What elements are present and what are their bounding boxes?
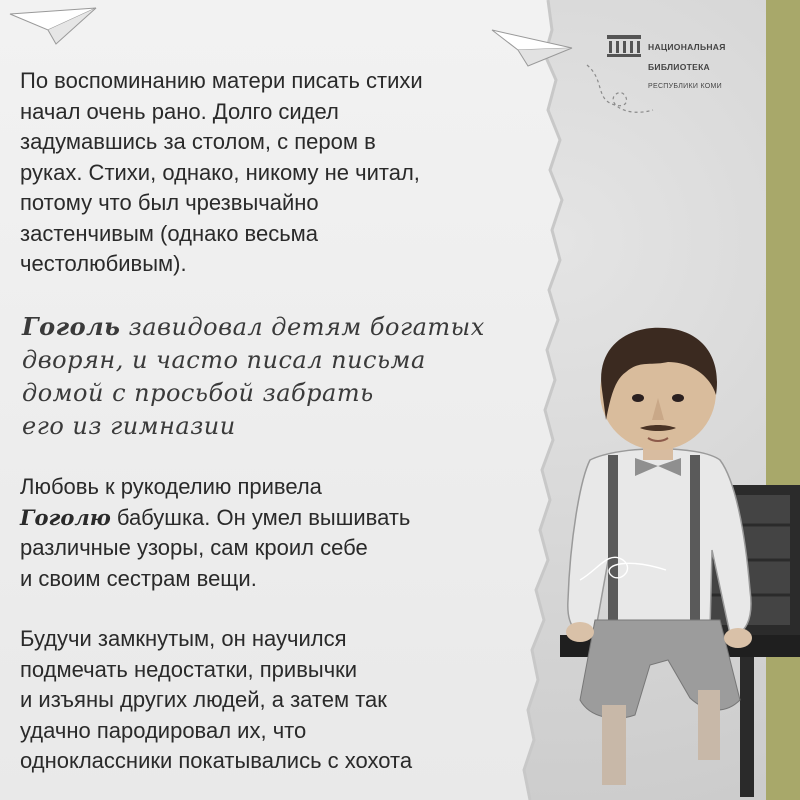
handicraft-text: бабушка. Он умел вышивать различные узоры, сам кроил себе и своим сестрам вещи.	[20, 504, 411, 591]
logo-line-2: БИБЛИОТЕКА	[648, 62, 710, 72]
paragraph-parody: Будучи замкнутым, он научился подмечать недостатки, привычки и изъяны других людей, а затем так удачно пародировал их, что одноклассники покатывались с хохота	[20, 626, 413, 773]
dashed-flight-path	[585, 60, 655, 120]
paragraph-childhood-poems: По воспоминанию матери писать стихи начал очень рано. Долго сидел задумавшись за столом, с пером в руках. Стихи, однако, никому не читал, потому что был чрезвычайно застенчивым (однако весьма честолюбивым).	[20, 68, 423, 276]
library-logo	[606, 30, 766, 90]
handicraft-line-1: Любовь к рукоделию привела	[20, 474, 322, 499]
loop-doodle	[578, 540, 668, 590]
logo-line-1: НАЦИОНАЛЬНАЯ	[648, 42, 726, 52]
paper-plane-icon	[8, 6, 98, 46]
logo-line-3: РЕСПУБЛИКИ КОМИ	[648, 83, 722, 90]
name-gogolyu: Гоголю	[20, 504, 111, 530]
library-building-icon	[606, 34, 642, 58]
name-gogol: Гоголь	[22, 312, 121, 341]
paper-plane-icon	[488, 20, 576, 68]
paragraph-gymnasium-quote	[22, 310, 485, 443]
paragraph-handicraft	[20, 472, 410, 594]
gymnasium-text: завидовал детям богатых дворян, и часто писал письма домой с просьбой забрать его из гимназии	[22, 313, 485, 440]
library-name	[648, 32, 726, 102]
